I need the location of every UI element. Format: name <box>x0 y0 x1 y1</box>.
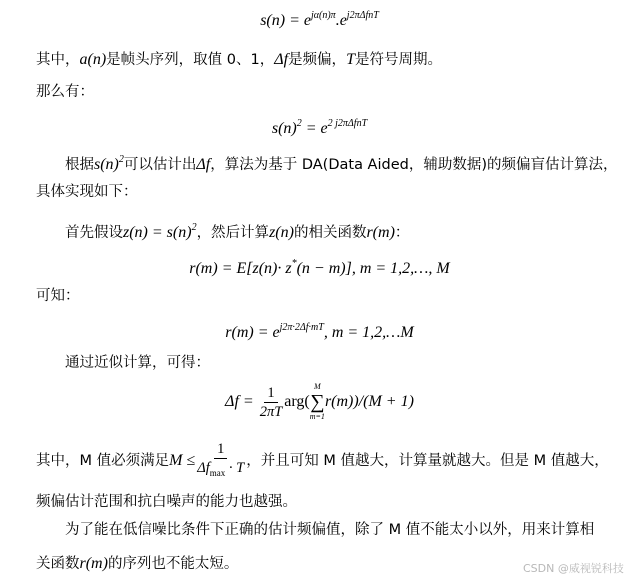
paragraph-1 <box>65 150 618 175</box>
paragraph-4-cont <box>36 554 238 574</box>
para2-a: 首先假设 <box>65 225 123 241</box>
paragraph-4: 为了能在低信噪比条件下正确的估计频偏值，除了 M 值不能太小以外，用来计算相 <box>65 522 595 538</box>
line1-v3: T <box>346 51 355 68</box>
line1-c: 是频偏， <box>288 52 347 68</box>
line1-a: 其中， <box>36 52 80 68</box>
formula5-sum_top: M <box>314 382 321 391</box>
para2-sq: 2 <box>191 222 197 233</box>
para3-a: 其中，M 值必须满足 <box>36 452 170 469</box>
formula5-arg: arg( <box>284 393 310 410</box>
formula-correlation <box>0 254 639 279</box>
para2-c: 的相关函数 <box>293 225 367 241</box>
text-line: 通过近似计算，可得： <box>65 355 210 371</box>
formula3-a: r(m) = E[z(n)· z <box>189 260 292 277</box>
para1-sq: 2 <box>118 154 124 165</box>
formula3-star: * <box>291 258 297 269</box>
para3-num: 1 <box>214 440 227 459</box>
para3-den_tail: · T <box>225 460 245 476</box>
paragraph-3 <box>36 440 609 482</box>
formula5-sum_bot: m=1 <box>309 412 325 421</box>
formula1-lhs: s(n) = e <box>260 12 311 29</box>
line1-d: 是符号周期。 <box>354 52 442 68</box>
formula5-lhs: Δf = <box>225 393 258 410</box>
para1-c: ，算法为基于 DA(Data Aided，辅助数据)的频偏盲估计算法， <box>210 157 618 173</box>
para3-b: ，并且可知 M 值越大，计算量就越大。但是 M 值越大， <box>246 452 609 469</box>
formula5-rest: r(m))/(M + 1) <box>324 393 414 410</box>
para1-b: 可以估计出 <box>123 157 197 173</box>
para3-den: Δf <box>197 460 210 476</box>
text-line: 那么有： <box>36 84 94 100</box>
formula4-exp: j2π·2Δf·mT <box>279 322 324 333</box>
formula2-sq: 2 <box>296 118 302 129</box>
para2-v1: z(n) = s(n) <box>123 224 192 241</box>
formula1-exp2: j2πΔfnT <box>346 10 379 21</box>
para4-c: 的序列也不能太短。 <box>107 556 239 572</box>
formula2-mid: = e <box>301 120 328 137</box>
para4-v1: r(m) <box>79 555 108 572</box>
definition-line <box>36 50 442 70</box>
paragraph-1-cont: 具体实现如下： <box>36 184 138 200</box>
line1-v1: a(n) <box>79 51 107 68</box>
formula-r-m <box>0 318 639 343</box>
formula-delta-f <box>0 382 639 422</box>
formula4-b: , m = 1,2,…M <box>323 324 414 341</box>
formula1-dot: .e <box>335 12 347 29</box>
para3-den_sub: max <box>209 467 226 478</box>
para1-a: 根据 <box>65 157 94 173</box>
para2-b: ，然后计算 <box>196 225 270 241</box>
formula4-a: r(m) = e <box>225 324 280 341</box>
formula5-den: 2πT <box>259 403 283 420</box>
watermark: CSDN @威视锐科技 <box>523 562 624 575</box>
formula-s-n <box>0 6 639 31</box>
text-line: 可知： <box>36 288 80 304</box>
formula3-b: (n − m)], m = 1,2,…, M <box>296 260 450 277</box>
para1-v1: s(n) <box>94 156 119 173</box>
para1-v2: Δf <box>196 156 211 173</box>
formula1-exp1: jα(n)π <box>310 10 336 21</box>
formula-s-squared <box>0 114 639 139</box>
paragraph-2 <box>65 218 409 243</box>
formula2-lhs: s(n) <box>271 120 297 137</box>
para4-b: 关函数 <box>36 556 80 572</box>
line1-b: 是帧头序列，取值 0、1， <box>106 52 275 68</box>
para2-d: ： <box>394 225 410 241</box>
formula2-exp: 2 j2πΔfnT <box>327 118 368 129</box>
formula5-sum: ∑ <box>310 391 325 413</box>
para3-v1: M ≤ <box>169 451 196 469</box>
para2-v3: r(m) <box>366 224 395 241</box>
paragraph-3-cont: 频偏估计范围和抗白噪声的能力也越强。 <box>36 494 297 510</box>
line1-v2: Δf <box>274 51 289 68</box>
formula5-num: 1 <box>264 384 277 403</box>
para2-v2: z(n) <box>269 224 294 241</box>
